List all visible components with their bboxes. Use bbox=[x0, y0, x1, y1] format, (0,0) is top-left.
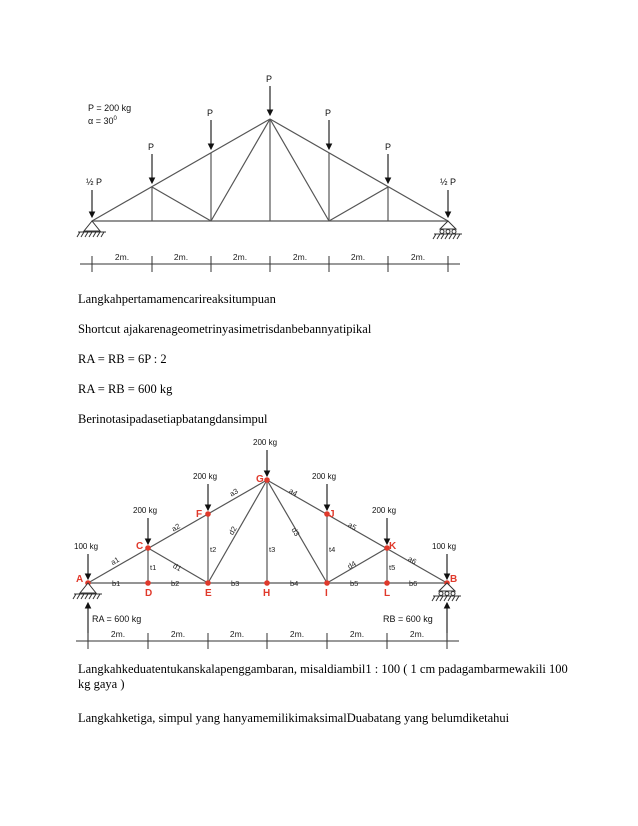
load-label-b: 100 kg bbox=[432, 542, 457, 551]
member-label-t2: t2 bbox=[210, 545, 217, 554]
span-label: 2m. bbox=[229, 629, 245, 639]
load-label-a: 100 kg bbox=[74, 542, 99, 551]
member-label-a4: a4 bbox=[287, 486, 300, 499]
member-label-a5: a5 bbox=[346, 520, 359, 533]
given-load: P = 200 kg bbox=[88, 103, 132, 113]
member-label-b2: b2 bbox=[171, 579, 180, 588]
node-label-g: G bbox=[256, 474, 264, 485]
truss-figure-2 bbox=[0, 430, 638, 655]
node-label-a: A bbox=[76, 574, 84, 585]
node-label-h: H bbox=[263, 588, 271, 599]
paragraph-step-3: Langkahketiga, simpul yang hanyamemilikimaksimalDuabatang yang belumdiketahui bbox=[78, 711, 510, 725]
member-label-t5: t5 bbox=[389, 563, 396, 572]
paragraph-reaction-formula: RA = RB = 6P : 2 bbox=[78, 352, 167, 366]
pin-support-icon bbox=[77, 221, 106, 237]
node-label-j: J bbox=[329, 509, 335, 520]
reaction-label-b: RB = 600 kg bbox=[383, 614, 433, 624]
load-label-f: 200 kg bbox=[193, 472, 218, 481]
span-label: 2m. bbox=[409, 629, 425, 639]
reaction-label-a: RA = 600 kg bbox=[92, 614, 142, 624]
member-label-b6: b6 bbox=[409, 579, 418, 588]
pin-support-icon bbox=[73, 583, 102, 599]
member-label-t4: t4 bbox=[329, 545, 336, 554]
span-label: 2m. bbox=[114, 252, 130, 262]
paragraph-reaction-value: RA = RB = 600 kg bbox=[78, 382, 173, 396]
member-label-b3: b3 bbox=[231, 579, 240, 588]
load-label-p3: P bbox=[266, 74, 273, 84]
span-label: 2m. bbox=[292, 252, 308, 262]
span-label: 2m. bbox=[349, 629, 365, 639]
load-label-p4: P bbox=[325, 108, 332, 118]
node-label-k: K bbox=[389, 541, 397, 552]
roller-support-icon bbox=[433, 221, 462, 239]
member-label-a2: a2 bbox=[170, 521, 182, 534]
load-label-p2: P bbox=[207, 108, 214, 118]
roller-support-icon bbox=[432, 583, 461, 601]
span-label: 2m. bbox=[350, 252, 366, 262]
paragraph-shortcut: Shortcut ajakarenageometrinyasimetrisdanbebannyatipikal bbox=[78, 322, 372, 336]
span-label: 2m. bbox=[173, 252, 189, 262]
span-label: 2m. bbox=[110, 629, 126, 639]
span-label: 2m. bbox=[170, 629, 186, 639]
member-label-d1: d1 bbox=[171, 561, 184, 574]
node-label-b: B bbox=[450, 574, 458, 585]
member-label-b4: b4 bbox=[290, 579, 299, 588]
member-label-b1: b1 bbox=[112, 579, 121, 588]
load-label-p1: P bbox=[148, 142, 155, 152]
node-label-l: L bbox=[384, 588, 391, 599]
node-label-e: E bbox=[205, 588, 212, 599]
load-label-k: 200 kg bbox=[372, 506, 397, 515]
dimension-line-2 bbox=[76, 633, 459, 649]
member-label-b5: b5 bbox=[350, 579, 359, 588]
load-label-half-right: ½ P bbox=[440, 177, 457, 187]
load-label-j: 200 kg bbox=[312, 472, 337, 481]
dimension-line-1 bbox=[80, 256, 460, 272]
load-label-g: 200 kg bbox=[253, 438, 278, 447]
member-label-t3: t3 bbox=[269, 545, 276, 554]
load-label-p5: P bbox=[385, 142, 392, 152]
node-label-i: I bbox=[325, 588, 328, 599]
load-label-half-left: ½ P bbox=[86, 177, 103, 187]
paragraph-notation: Berinotasipadasetiapbatangdansimpul bbox=[78, 412, 268, 426]
span-label: 2m. bbox=[410, 252, 426, 262]
node-label-f: F bbox=[196, 509, 203, 520]
member-label-d3: d3 bbox=[289, 526, 302, 538]
given-angle: $\alpha = 30^0$ bbox=[88, 116, 117, 126]
span-label: 2m. bbox=[232, 252, 248, 262]
member-label-t1: t1 bbox=[150, 563, 157, 572]
load-label-c: 200 kg bbox=[133, 506, 158, 515]
truss-figure-1 bbox=[0, 0, 638, 290]
member-label-a1: a1 bbox=[109, 554, 121, 567]
member-label-a3: a3 bbox=[228, 486, 240, 499]
node-label-d: D bbox=[145, 588, 153, 599]
member-label-d2: d2 bbox=[226, 524, 239, 537]
span-label: 2m. bbox=[289, 629, 305, 639]
member-label-a6: a6 bbox=[406, 554, 419, 567]
member-label-d4: d4 bbox=[345, 558, 358, 571]
paragraph-step-1: Langkahpertamamencarireaksitumpuan bbox=[78, 292, 276, 306]
node-label-c: C bbox=[136, 541, 144, 552]
paragraph-step-2: Langkahkeduatentukanskalapenggambaran, misaldiambil1 : 100 ( 1 cm padagambarmewakili 100 kg gaya ) bbox=[78, 662, 568, 691]
